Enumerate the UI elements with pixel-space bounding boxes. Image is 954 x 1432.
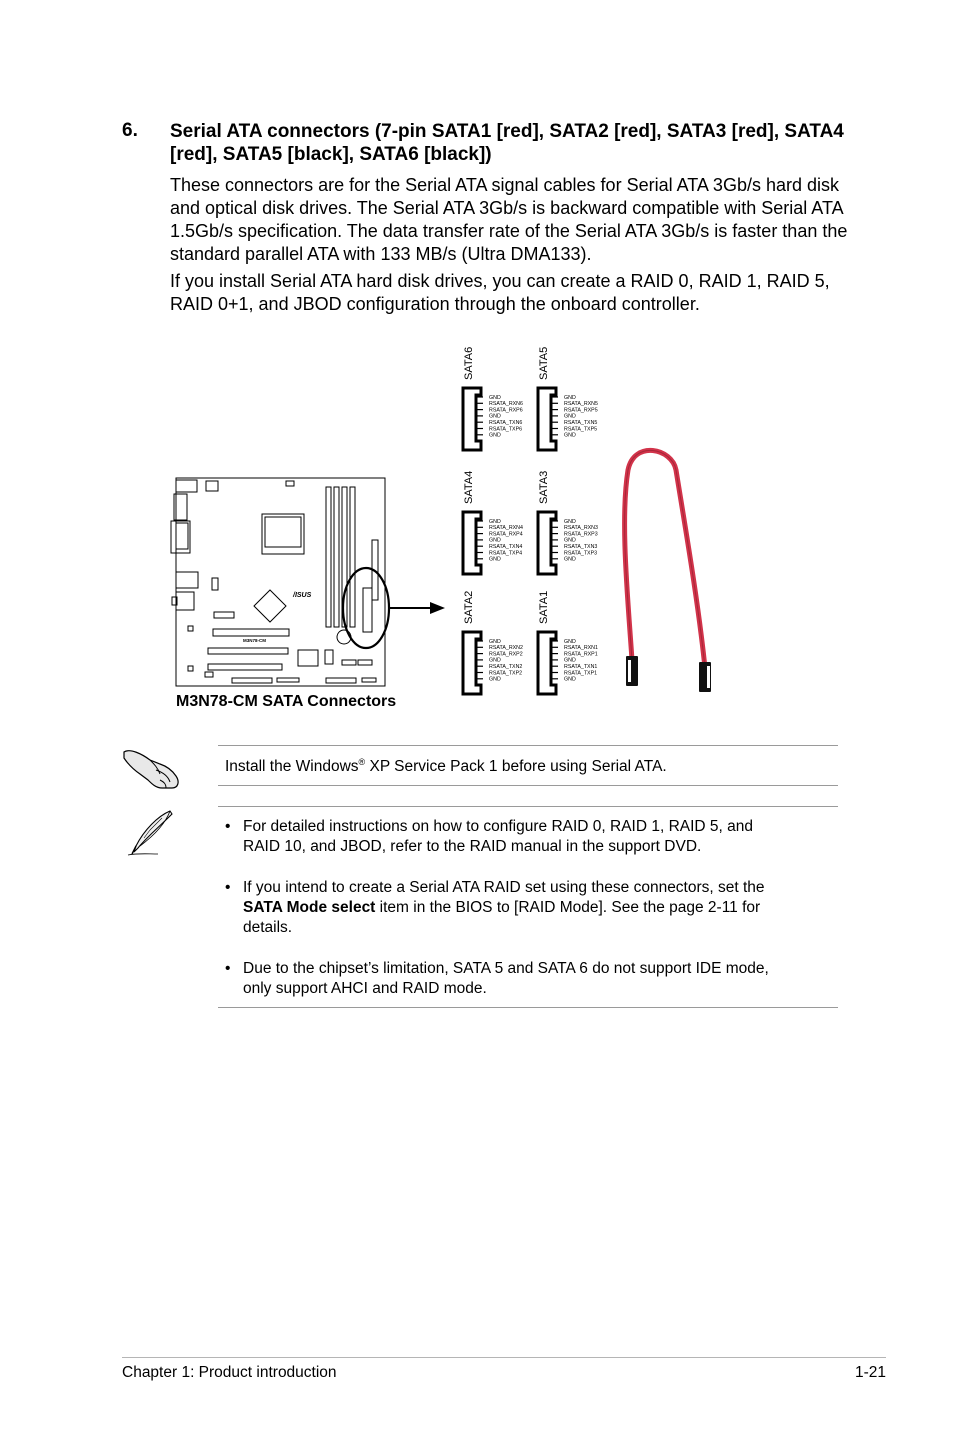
pin-label: RSATA_TXP2 <box>489 670 523 677</box>
bullet-dot: • <box>225 818 231 835</box>
connector-label: SATA5 <box>538 346 550 380</box>
connector-label: SATA3 <box>538 470 550 504</box>
bullet-dot: • <box>225 879 231 896</box>
pin-label: RSATA_RXN2 <box>489 645 523 652</box>
sata-cable-illustration <box>625 450 711 692</box>
sata-connector-sata2 <box>463 591 523 694</box>
pin-label: RSATA_RXN6 <box>489 401 523 408</box>
footer-page-number: 1-21 <box>854 1364 886 1381</box>
pin-label: RSATA_TXN1 <box>564 664 598 670</box>
registered-mark: ® <box>358 757 366 767</box>
pin-label: GND <box>489 676 501 683</box>
pin-label: RSATA_TXP5 <box>564 426 598 433</box>
pin-label: GND <box>564 657 576 664</box>
brand-logo: /ISUS <box>293 592 312 599</box>
bullet-text: Due to the chipset’s limitation, SATA 5 and SATA 6 do not support IDE mode, only support AHCI and RAID mode. <box>243 960 769 997</box>
pin-label: GND <box>564 413 576 420</box>
sata-cable-wire-edge <box>625 450 705 668</box>
pin-label: RSATA_TXN5 <box>564 420 598 426</box>
pin-label: GND <box>564 676 576 683</box>
pin-label: RSATA_RXP1 <box>564 651 598 658</box>
pin-label: RSATA_RXP5 <box>564 407 598 414</box>
pin-label: RSATA_RXN5 <box>564 401 598 408</box>
diagram-caption: M3N78-CM SATA Connectors <box>176 693 397 710</box>
pin-label: RSATA_TXP3 <box>564 550 598 557</box>
warning-text-part-2: XP Service Pack 1 before using Serial ATA. <box>365 758 667 776</box>
pin-label: RSATA_TXP1 <box>564 670 598 677</box>
sata-connector-sata5 <box>538 347 598 450</box>
sata-connector-sata6 <box>463 347 523 450</box>
warning-note-text <box>225 757 667 776</box>
note-rule-top <box>218 745 838 746</box>
connector-label: SATA6 <box>463 346 475 380</box>
note-bullet <box>225 817 785 857</box>
pin-label: RSATA_TXN6 <box>489 420 523 426</box>
pin-label: GND <box>489 638 501 645</box>
sata-cable-wire <box>625 450 705 668</box>
raid-paragraph: If you install Serial ATA hard disk drives, you can create a RAID 0, RAID 1, RAID 5, RAID 0+1, and JBOD configuration through the onboard controller. <box>170 271 830 314</box>
pin-label: RSATA_TXP4 <box>489 550 523 557</box>
pin-label: GND <box>564 518 576 525</box>
pin-label: RSATA_RXN3 <box>564 525 598 532</box>
section-number: 6. <box>122 120 138 141</box>
sata-cable-plug-right-tab <box>707 666 710 688</box>
sata-cable-plug-left-tab <box>628 660 631 682</box>
connector-label: SATA1 <box>538 590 550 624</box>
pin-label: RSATA_RXP6 <box>489 407 523 414</box>
footer-rule <box>122 1357 886 1358</box>
pin-label: GND <box>489 413 501 420</box>
pin-label: RSATA_TXN3 <box>564 544 598 550</box>
note-bullet <box>225 878 785 938</box>
sata-connector-sata1 <box>538 591 598 694</box>
pin-label: GND <box>489 657 501 664</box>
intro-paragraph: These connectors are for the Serial ATA signal cables for Serial ATA 3Gb/s hard disk and optical disk drives. The Serial ATA 3Gb/s is backward compatible with Serial ATA 1.5Gb/s specification. The data transfer rate of the Serial ATA 3Gb/s is faster than the standard parallel ATA with 133 MB/s (Ultra DMA133). <box>170 175 848 264</box>
pin-label: GND <box>564 537 576 544</box>
bullet-text: For detailed instructions on how to configure RAID 0, RAID 1, RAID 5, and RAID 10, and JBOD, refer to the RAID manual in the support DVD. <box>243 818 754 855</box>
bullet-text-after: item in the BIOS to [RAID Mode]. See the page 2-11 for details. <box>243 899 761 936</box>
pin-label: GND <box>564 638 576 645</box>
bullet-text-before: If you intend to create a Serial ATA RAID set using these connectors, set the <box>243 879 765 896</box>
sata-cable-plug-left <box>626 656 638 686</box>
sata-connector-sata3 <box>538 471 598 574</box>
pin-label: RSATA_RXN1 <box>564 645 598 652</box>
warning-text-part-1: Install the Windows <box>225 758 359 776</box>
pointer-arrow <box>390 602 445 614</box>
pin-label: RSATA_RXP2 <box>489 651 523 658</box>
connector-label: SATA2 <box>463 590 475 624</box>
sata-connectors-diagram <box>160 330 760 730</box>
pin-label: GND <box>489 518 501 525</box>
pin-label: GND <box>489 394 501 401</box>
note-rule-bottom <box>218 1007 838 1008</box>
quill-pen-icon <box>126 808 178 858</box>
pin-label: RSATA_RXP3 <box>564 531 598 538</box>
hand-icon <box>120 742 184 792</box>
connector-label: SATA4 <box>463 470 475 504</box>
pin-label: RSATA_TXN4 <box>489 544 523 550</box>
pin-label: GND <box>489 556 501 563</box>
note-rule-lower-top <box>218 806 838 807</box>
pin-label: RSATA_RXP4 <box>489 531 523 538</box>
note-rule-middle <box>218 785 838 786</box>
heading-part-1: Serial ATA connectors <box>170 121 370 142</box>
pin-label: GND <box>564 556 576 563</box>
sata-connector-sata4 <box>463 471 523 574</box>
footer-chapter: Chapter 1: Product introduction <box>122 1364 337 1381</box>
motherboard-layout <box>171 478 385 686</box>
pin-label: RSATA_RXN4 <box>489 525 523 532</box>
heading-part-2: (7-pin SATA1 [red], SATA2 [red], SATA3 [red], SATA4 [red], SATA5 [black], SATA6 [black]) <box>170 121 844 165</box>
bullet-dot: • <box>225 960 231 977</box>
bios-item-name: SATA Mode select <box>243 899 376 916</box>
pin-label: RSATA_TXN2 <box>489 664 523 670</box>
note-bullet <box>225 959 785 999</box>
bullet-text <box>243 878 785 938</box>
pin-label: RSATA_TXP6 <box>489 426 523 433</box>
sata-connector-group <box>463 347 598 694</box>
section-heading <box>170 120 860 166</box>
pin-label: GND <box>489 432 501 439</box>
pin-label: GND <box>564 394 576 401</box>
pin-label: GND <box>489 537 501 544</box>
pin-label: GND <box>564 432 576 439</box>
board-label: M3N78-CM <box>243 638 267 643</box>
